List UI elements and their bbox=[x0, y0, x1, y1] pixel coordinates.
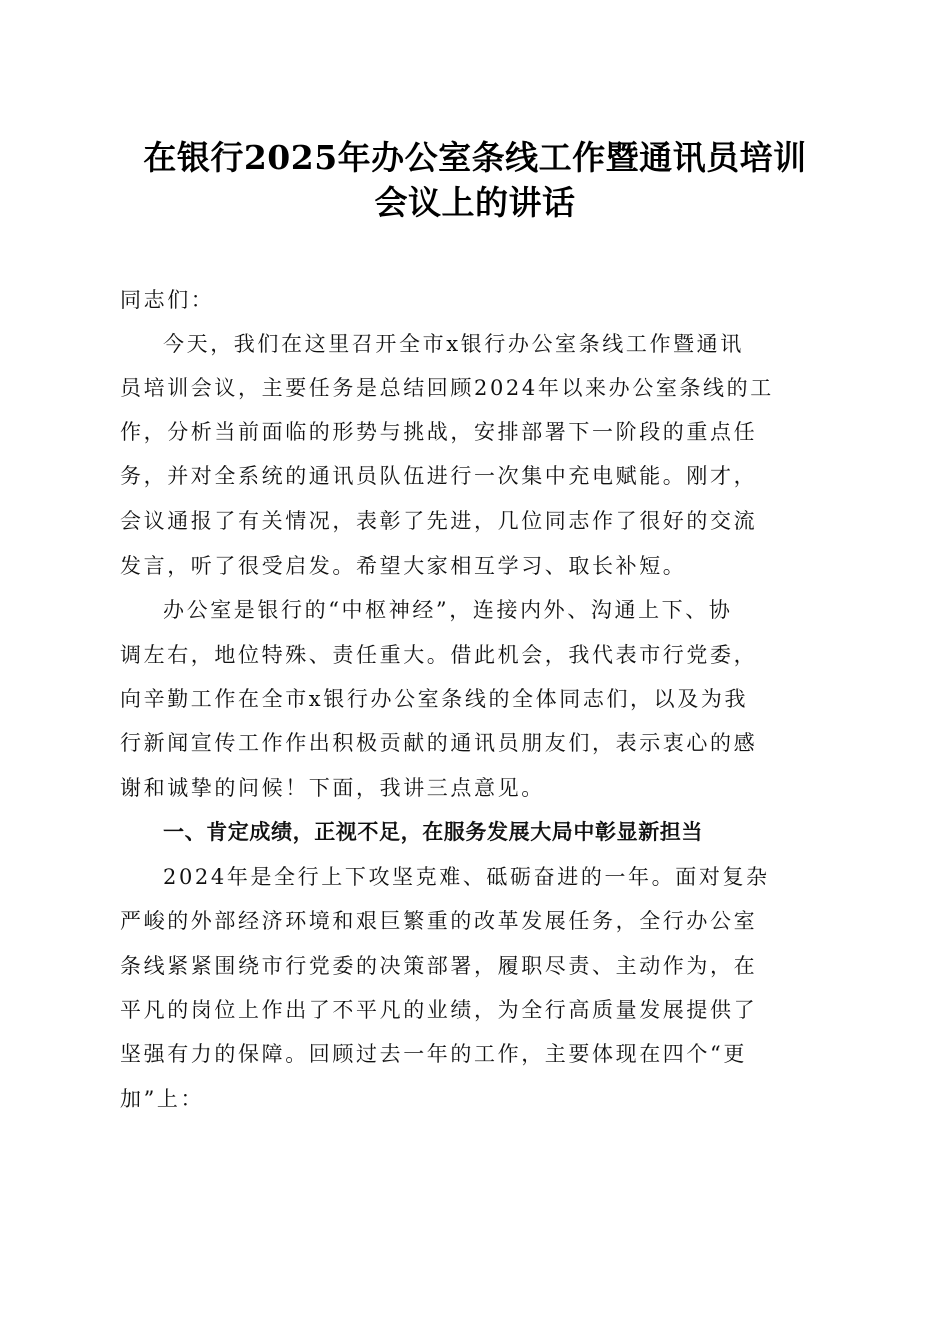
section-heading: 一、肯定成绩，正视不足，在服务发展大局中彰显新担当 bbox=[163, 820, 703, 844]
section-paragraph-line-5: 坚强有力的保障。回顾过去一年的工作，主要体现在四个“更 bbox=[120, 1042, 747, 1066]
paragraph-1-line-1: 今天，我们在这里召开全市x银行办公室条线工作暨通讯 bbox=[163, 332, 744, 356]
document-title-line-2: 会议上的讲话 bbox=[374, 183, 576, 222]
paragraph-2-line-3: 向辛勤工作在全市x银行办公室条线的全体同志们，以及为我 bbox=[120, 687, 749, 711]
salutation: 同志们： bbox=[120, 288, 215, 312]
paragraph-1-line-5: 会议通报了有关情况，表彰了先进，几位同志作了很好的交流 bbox=[120, 509, 758, 533]
paragraph-1-line-4: 务，并对全系统的通讯员队伍进行一次集中充电赋能。刚才， bbox=[120, 464, 758, 488]
paragraph-2-line-5: 谢和诚挚的问候！下面，我讲三点意见。 bbox=[120, 776, 545, 800]
paragraph-1-line-3: 作，分析当前面临的形势与挑战，安排部署下一阶段的重点任 bbox=[120, 420, 758, 444]
section-paragraph-line-2: 严峻的外部经济环境和艰巨繁重的改革发展任务，全行办公室 bbox=[120, 909, 758, 933]
section-paragraph-line-6: 加”上： bbox=[120, 1087, 205, 1111]
paragraph-1-line-6: 发言，听了很受启发。希望大家相互学习、取长补短。 bbox=[120, 554, 687, 578]
paragraph-2-line-4: 行新闻宣传工作作出积极贡献的通讯员朋友们，表示衷心的感 bbox=[120, 731, 758, 755]
paragraph-2-line-1: 办公室是银行的“中枢神经”，连接内外、沟通上下、协 bbox=[163, 598, 733, 622]
section-paragraph-line-3: 条线紧紧围绕市行党委的决策部署，履职尽责、主动作为，在 bbox=[120, 954, 758, 978]
section-paragraph-line-1: 2024年是全行上下攻坚克难、砥砺奋进的一年。面对复杂 bbox=[163, 865, 770, 889]
paragraph-2-line-2: 调左右，地位特殊、责任重大。借此机会，我代表市行党委， bbox=[120, 643, 758, 667]
section-paragraph-line-4: 平凡的岗位上作出了不平凡的业绩，为全行高质量发展提供了 bbox=[120, 998, 758, 1022]
paragraph-1-line-2: 员培训会议，主要任务是总结回顾2024年以来办公室条线的工 bbox=[120, 376, 774, 400]
document-title-line-1: 在银行2025年办公室条线工作暨通讯员培训 bbox=[143, 138, 807, 177]
